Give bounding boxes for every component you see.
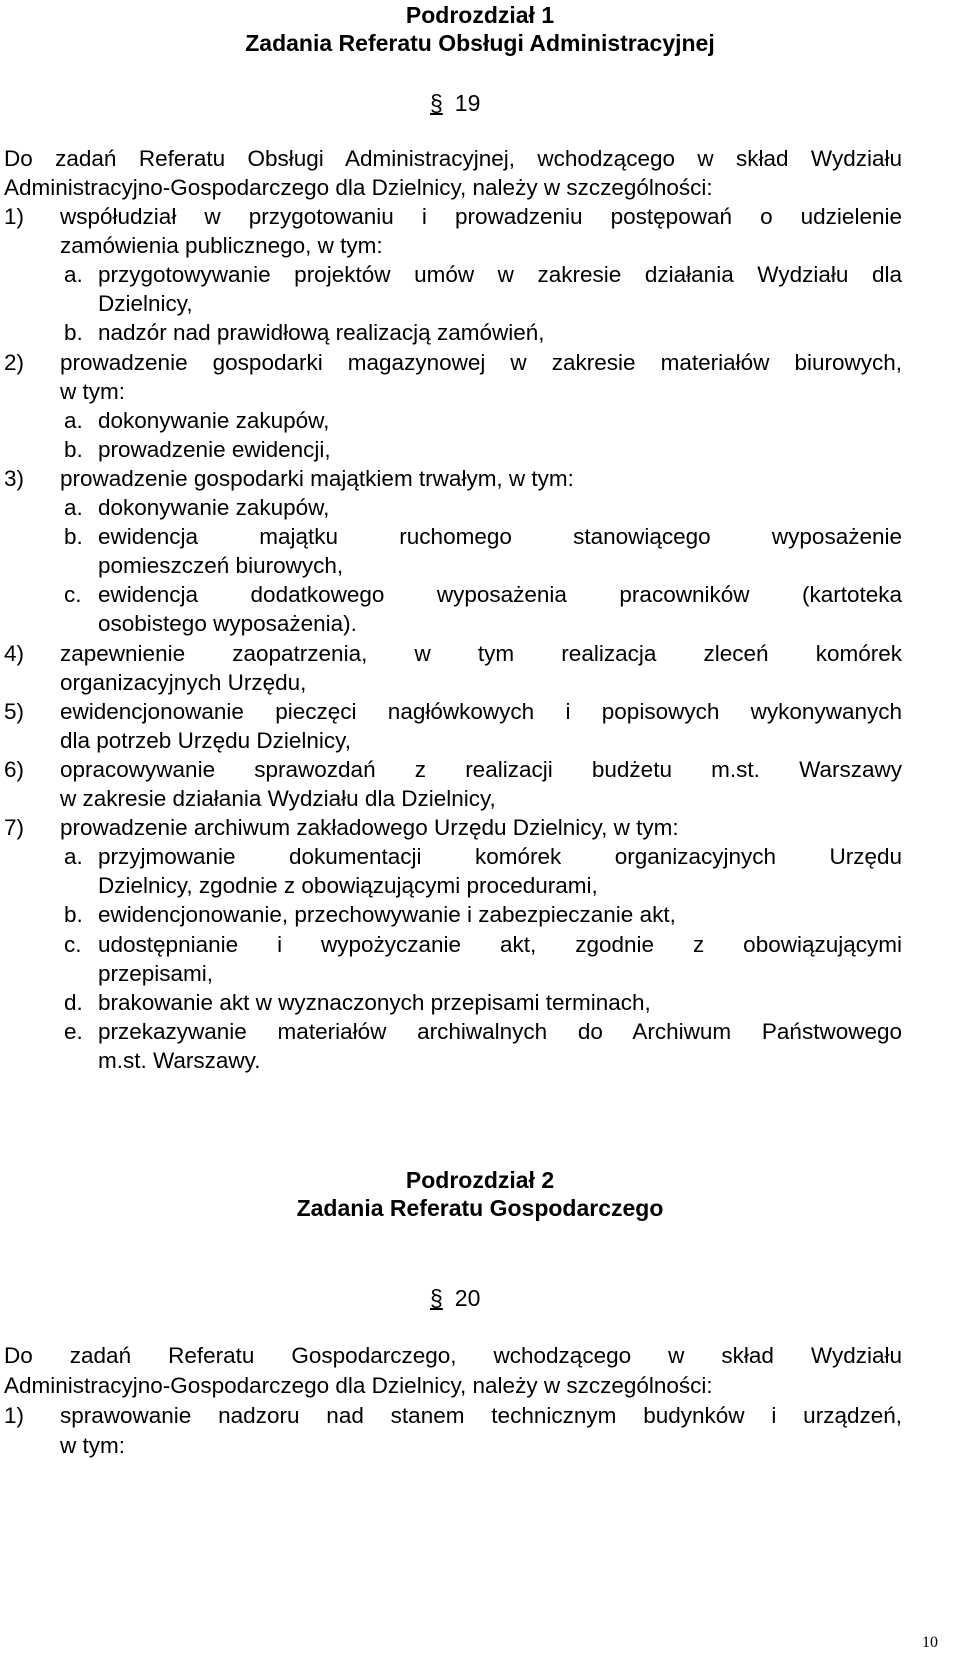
- list-item-number: 5): [4, 698, 25, 724]
- sub-item-text: osobistego wyposażenia).: [98, 611, 357, 637]
- paragraph-19-sign: [430, 88, 480, 118]
- section-2-subtitle: Podrozdział 2: [405, 1167, 555, 1193]
- list-item-number: 4): [4, 640, 25, 666]
- list-item-text: prowadzenie archiwum zakładowego Urzędu Dzielnicy, w tym:: [60, 815, 679, 841]
- page-number: 10: [922, 1634, 938, 1651]
- list-item-text: współudział w przygotowaniu i prowadzeniu postępowań o udzielenie: [60, 204, 902, 229]
- sub-item-letter: b.: [64, 436, 83, 462]
- sub-item-text: przyjmowanie dokumentacji komórek organizacyjnych Urzędu: [98, 844, 902, 870]
- sub-item-letter: a.: [64, 407, 83, 433]
- sub-item-letter: d.: [64, 989, 83, 1015]
- list-item-number: 2): [4, 349, 25, 375]
- sub-item-letter: a.: [64, 262, 83, 288]
- list-item-text: opracowywanie sprawozdań z realizacji budżetu m.st. Warszawy: [60, 756, 902, 782]
- sub-item-letter: c.: [64, 582, 82, 608]
- section-1-intro-line-1: Do zadań Referatu Obsługi Administracyjnej, wchodzącego w skład Wydziału: [4, 146, 902, 171]
- section-1-subtitle: Podrozdział 1: [405, 2, 555, 28]
- list-item-text: ewidencjonowanie pieczęci nagłówkowych i popisowych wykonywanych: [60, 698, 902, 724]
- section-2-intro-line-1: Do zadań Referatu Gospodarczego, wchodzącego w skład Wydziału: [4, 1343, 902, 1368]
- sub-item-text: ewidencja dodatkowego wyposażenia pracowników (kartoteka: [98, 582, 902, 608]
- list-item-text: sprawowanie nadzoru nad stanem technicznym budynków i urządzeń,: [60, 1403, 902, 1428]
- sub-item-text: Dzielnicy, zgodnie z obowiązującymi procedurami,: [98, 873, 598, 899]
- sub-item-text: ewidencja majątku ruchomego stanowiącego wyposażenie: [98, 524, 902, 550]
- list-item-number: 7): [4, 815, 25, 841]
- sub-item-letter: b.: [64, 902, 83, 928]
- list-item-text: dla potrzeb Urzędu Dzielnicy,: [60, 727, 351, 753]
- section-1-intro-line-2: Administracyjno-Gospodarczego dla Dzielnicy, należy w szczególności:: [4, 175, 713, 200]
- paragraph-symbol: §: [430, 1285, 443, 1311]
- section-2-intro-line-2: Administracyjno-Gospodarczego dla Dzielnicy, należy w szczególności:: [4, 1373, 713, 1398]
- list-item-number: 3): [4, 465, 25, 491]
- list-item-number: 1): [4, 1403, 25, 1428]
- sub-item-letter: b.: [64, 320, 83, 346]
- sub-item-text: przygotowywanie projektów umów w zakresie działania Wydziału dla: [98, 262, 902, 288]
- sub-item-text: przepisami,: [98, 960, 214, 986]
- list-item-text: prowadzenie gospodarki magazynowej w zakresie materiałów biurowych,: [60, 349, 902, 375]
- sub-item-letter: c.: [64, 931, 82, 957]
- sub-item-text: dokonywanie zakupów,: [98, 495, 330, 520]
- list-item-text: prowadzenie gospodarki majątkiem trwałym, w tym:: [60, 465, 574, 491]
- sub-item-letter: a.: [64, 495, 83, 520]
- sub-item-text: Dzielnicy,: [98, 291, 193, 317]
- list-item-number: 1): [4, 204, 25, 229]
- sub-item-letter: a.: [64, 844, 83, 870]
- paragraph-number: 20: [454, 1285, 481, 1311]
- sub-item-text: udostępnianie i wypożyczanie akt, zgodnie z obowiązującymi: [98, 931, 902, 957]
- sub-item-text: dokonywanie zakupów,: [98, 407, 330, 433]
- section-1-title: Zadania Referatu Obsługi Administracyjnej: [245, 30, 715, 56]
- section-2-title: Zadania Referatu Gospodarczego: [296, 1195, 664, 1221]
- list-item-text: zapewnienie zaopatrzenia, w tym realizacja zleceń komórek: [60, 640, 902, 666]
- sub-item-text: pomieszczeń biurowych,: [98, 553, 344, 579]
- paragraph-number: 19: [454, 90, 481, 116]
- sub-item-text: nadzór nad prawidłową realizacją zamówień,: [98, 320, 545, 346]
- sub-item-text: m.st. Warszawy.: [98, 1047, 261, 1073]
- list-item-text: organizacyjnych Urzędu,: [60, 669, 307, 695]
- sub-item-text: przekazywanie materiałów archiwalnych do Archiwum Państwowego: [98, 1018, 902, 1044]
- list-item-text: w tym:: [60, 378, 125, 404]
- sub-item-text: prowadzenie ewidencji,: [98, 436, 331, 462]
- list-item-number: 6): [4, 756, 25, 782]
- paragraph-symbol: §: [430, 90, 443, 116]
- list-item-text: zamówienia publicznego, w tym:: [60, 233, 383, 259]
- list-item-text: w tym:: [60, 1432, 125, 1458]
- sub-item-text: ewidencjonowanie, przechowywanie i zabezpieczanie akt,: [98, 902, 676, 928]
- list-item-text: w zakresie działania Wydziału dla Dzielnicy,: [60, 786, 496, 811]
- sub-item-letter: b.: [64, 524, 83, 550]
- sub-item-letter: e.: [64, 1018, 83, 1044]
- sub-item-text: brakowanie akt w wyznaczonych przepisami terminach,: [98, 989, 651, 1015]
- paragraph-20-sign: [430, 1283, 480, 1313]
